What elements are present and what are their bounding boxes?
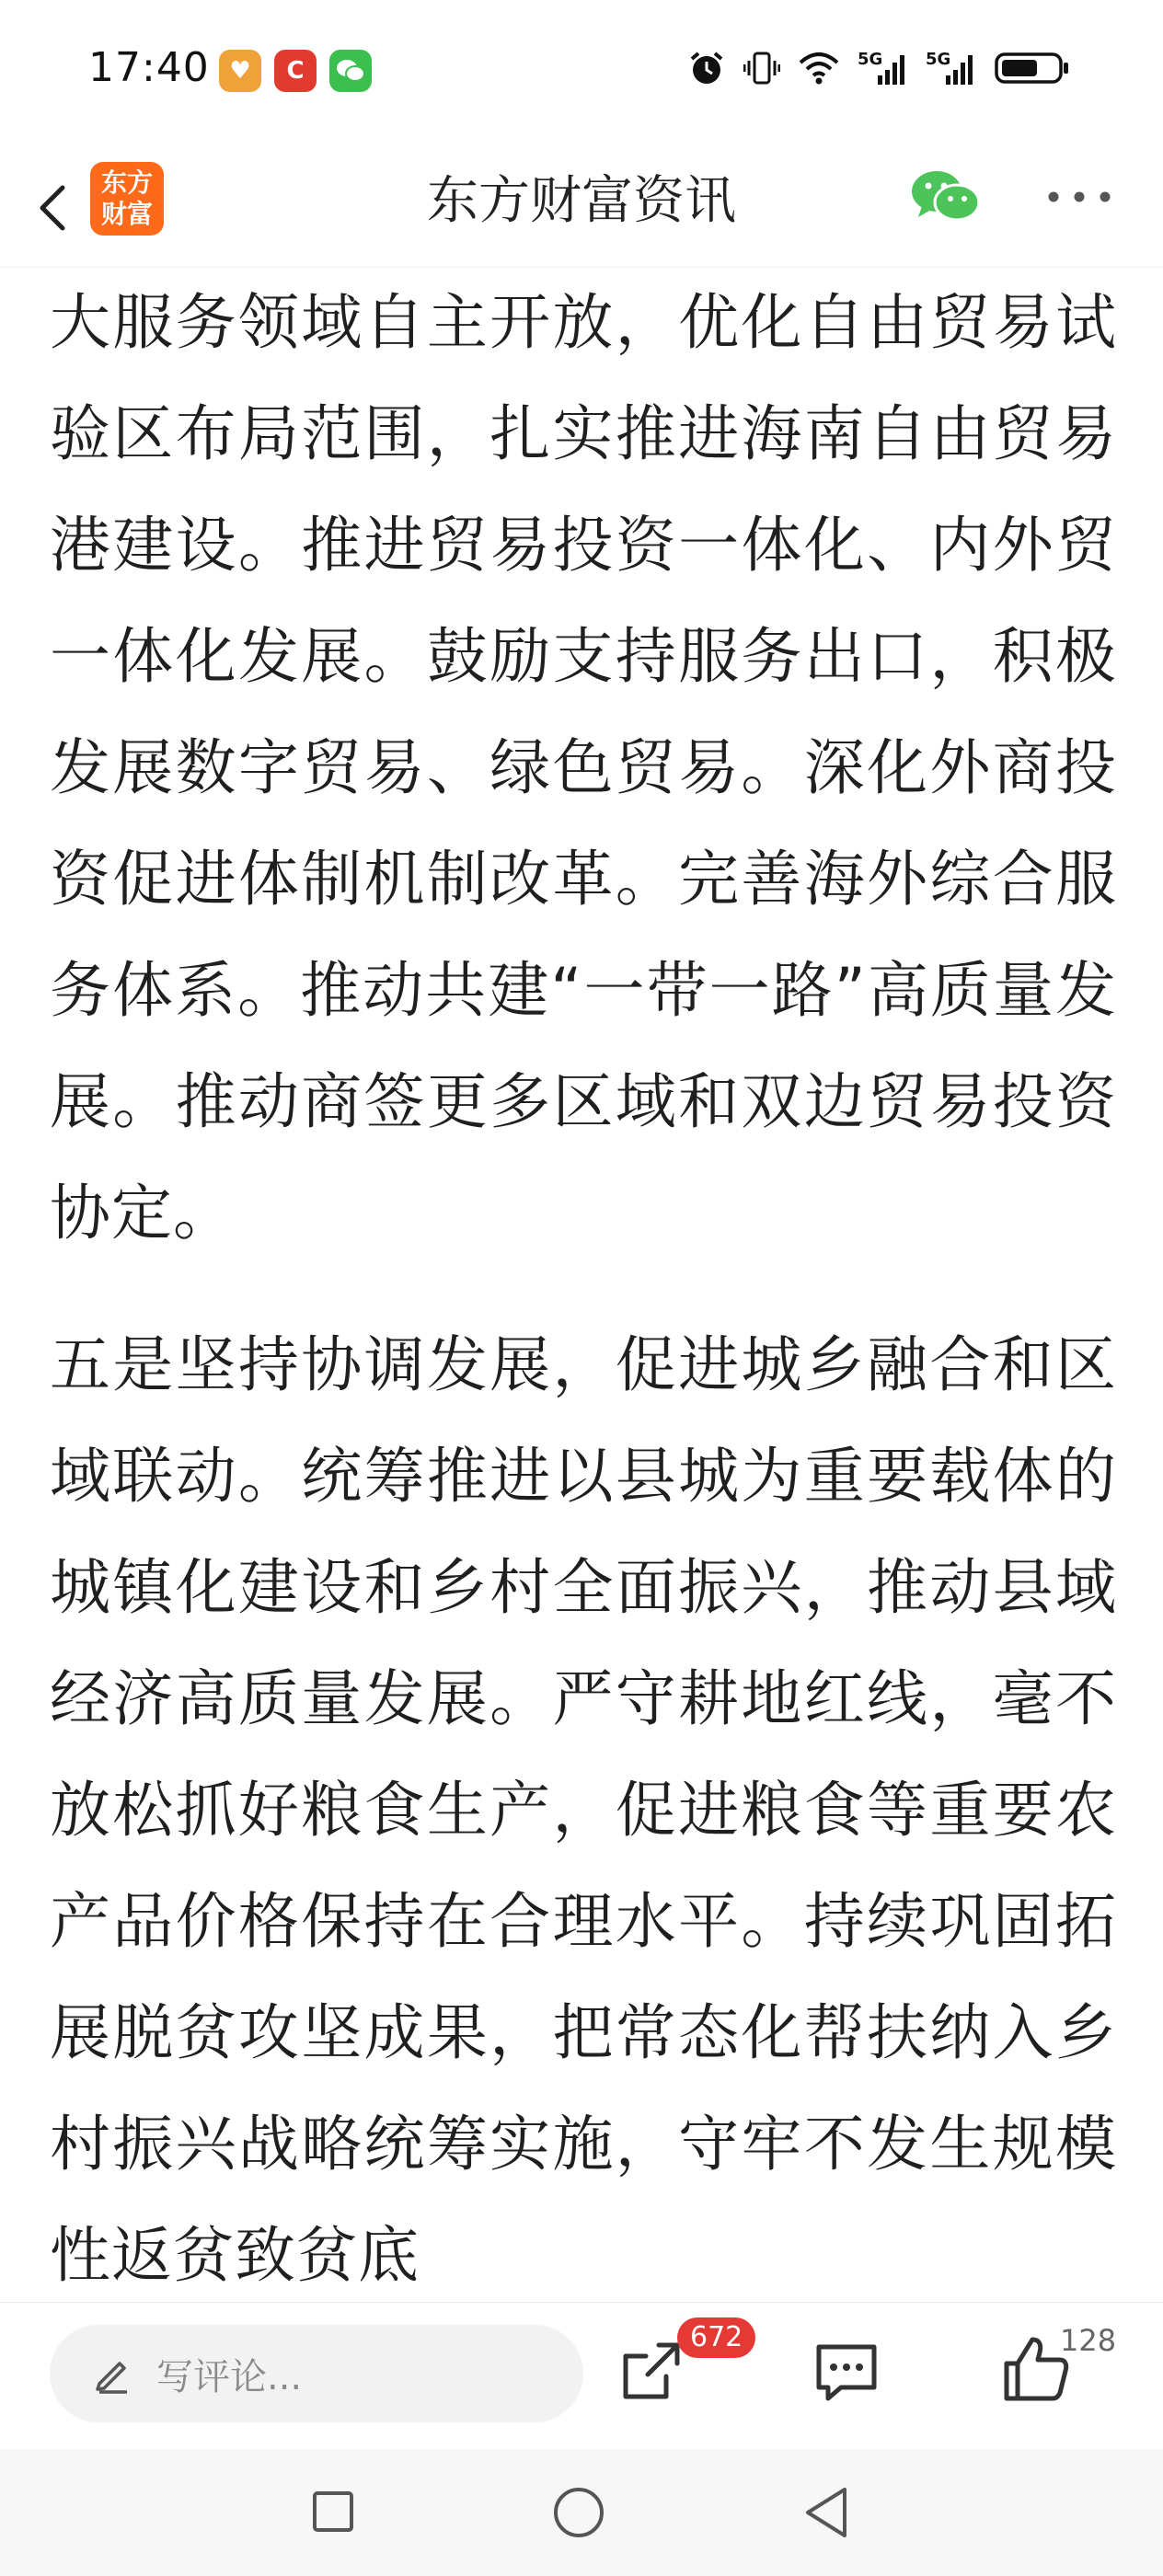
comment-bubble-icon	[813, 2340, 880, 2404]
signal-5g-icon	[858, 48, 909, 88]
app-header	[0, 147, 1163, 268]
like-count: 128	[1060, 2323, 1117, 2358]
home-icon	[552, 2486, 605, 2539]
wifi-icon	[797, 50, 841, 86]
more-button[interactable]	[1045, 188, 1113, 206]
share-count-badge: 672	[677, 2317, 755, 2358]
article-paragraph: 大服务领域自主开放，优化自由贸易试验区布局范围，扎实推进海南自由贸易港建设。推进贸易投资一体化、内外贸一体化发展。鼓励支持服务出口，积极发展数字贸易、绿色贸易。深化外商投资促进体制机制改革。完善海外综合服务体系。推动共建“一带一路”高质量发展。推动商签更多区域和双边贸易投资协定。	[50, 287, 1117, 1248]
back-icon	[802, 2486, 850, 2539]
page-title: 东方财富资讯	[427, 171, 736, 231]
wechat-icon	[909, 167, 983, 226]
svg-text:5G: 5G	[858, 50, 883, 69]
action-bar	[0, 2302, 1163, 2450]
system-nav-bar	[0, 2449, 1163, 2576]
share-button[interactable]	[618, 2340, 683, 2404]
nav-back-button[interactable]	[802, 2486, 850, 2539]
logo-line: 东方	[100, 167, 153, 198]
comment-placeholder: 写评论...	[156, 2355, 303, 2398]
logo-line: 财富	[100, 199, 153, 229]
recent-apps-icon	[311, 2490, 355, 2534]
comment-input[interactable]	[50, 2325, 583, 2422]
pencil-icon	[92, 2352, 134, 2395]
wechat-app-icon	[329, 50, 372, 92]
vibrate-icon	[743, 48, 780, 88]
article-paragraph: 五是坚持协调发展，促进城乡融合和区域联动。统筹推进以县城为重要载体的城镇化建设和乡村全面振兴，推动县域经济高质量发展。严守耕地红线，毫不放松抓好粮食生产，促进粮食等重要农产品价格保持在合理水平。持续巩固拓展脱贫攻坚成果，把常态化帮扶纳入乡村振兴战略统筹实施，守牢不发生规模性返贫致贫底	[50, 1329, 1117, 2291]
alarm-icon	[686, 48, 727, 88]
recent-apps-button[interactable]	[311, 2490, 355, 2534]
status-bar	[0, 0, 1163, 147]
wechat-share-button[interactable]	[909, 167, 983, 226]
article-body	[50, 267, 1117, 2302]
comments-button[interactable]	[813, 2340, 880, 2404]
share-icon	[618, 2340, 683, 2404]
svg-text:5G: 5G	[926, 50, 951, 69]
battery-icon	[994, 50, 1071, 86]
system-icons	[686, 48, 1071, 88]
status-time: 17:40	[88, 44, 210, 91]
home-button[interactable]	[552, 2486, 605, 2539]
heart-app-icon: ♥	[219, 50, 261, 92]
c-app-icon: C	[274, 50, 317, 92]
more-icon	[1045, 188, 1113, 206]
signal-5g-icon	[926, 48, 977, 88]
